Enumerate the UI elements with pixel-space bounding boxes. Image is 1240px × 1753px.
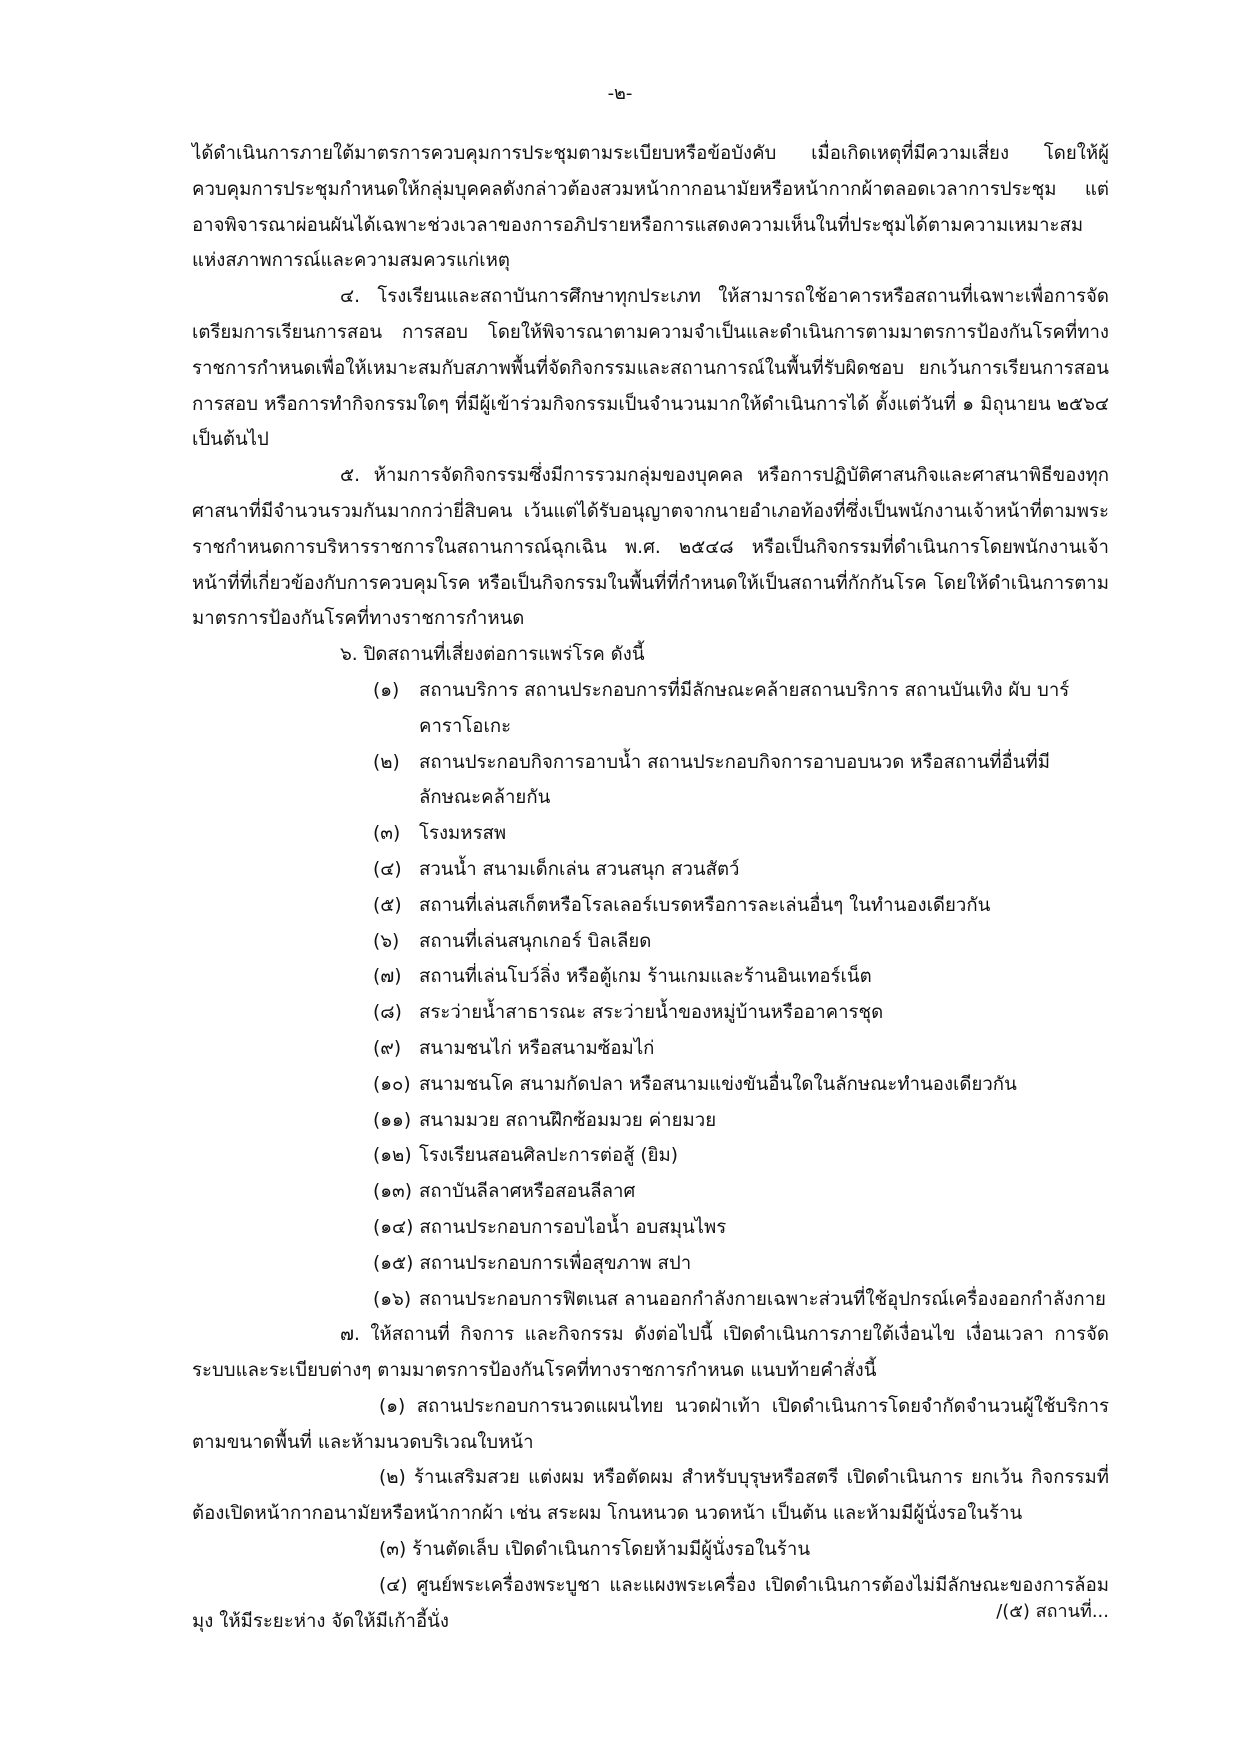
list-item <box>373 816 1109 852</box>
list-text: สวนน้ำ สนามเด็กเล่น สวนสนุก สวนสัตว์ <box>419 858 740 880</box>
list-item <box>373 1210 1109 1246</box>
list-number: (๑๓) <box>373 1181 413 1203</box>
document-body <box>192 136 1109 1639</box>
list-item <box>373 1067 1109 1103</box>
list-number: (๑๑) <box>373 1109 412 1131</box>
list-text: สถานประกอบการเพื่อสุขภาพ สปา <box>419 1252 692 1274</box>
list-text: สนามชนไก่ หรือสนามซ้อมไก่ <box>419 1037 655 1059</box>
list-number: (๒) <box>373 751 400 773</box>
paragraph-6: ๖. ปิดสถานที่เสี่ยงต่อการแพร่โรค ดังนี้ <box>340 644 645 666</box>
list-item <box>373 1138 1109 1174</box>
paragraph-5: ๕. ห้ามการจัดกิจกรรมซึ่งมีการรวมกลุ่มของบุคคล หรือการปฏิบัติศาสนกิจและศาสนาพิธีของทุกศาสนาที่มีจำนวนรวมกันมากกว่ายี่สิบคน เว้นแต่ได้รับอนุญาตจากนายอำเภอท้องที่ซึ่งเป็นพนักงานเจ้าหน้าที่ตามพระราชกำหนดการบริหารราชการในสถานการณ์ฉุกเฉิน พ.ศ. ๒๕๔๘ หรือเป็นกิจกรรมที่ดำเนินการโดยพนักงานเจ้าหน้าที่ที่เกี่ยวข้องกับการควบคุมโรค หรือเป็นกิจกรรมในพื้นที่ที่กำหนดให้เป็นสถานที่กักกันโรค โดยให้ดำเนินการตามมาตรการป้องกันโรคที่ทางราชการกำหนด <box>192 465 1109 630</box>
next-page-reference: /(๕) สถานที่... <box>996 1601 1109 1622</box>
list-text: โรงเรียนสอนศิลปะการต่อสู้ (ยิม) <box>419 1145 679 1167</box>
list-number: (๑๒) <box>373 1145 412 1167</box>
list-number: (๗) <box>373 966 402 988</box>
list-number: (๕) <box>373 894 402 916</box>
list-text: สถานที่เล่นโบว์ลิ่ง หรือตู้เกม ร้านเกมและร้านอินเทอร์เน็ต <box>419 966 872 988</box>
closed-places-list <box>373 673 1109 1317</box>
list-text: สระว่ายน้ำสาธารณะ สระว่ายน้ำของหมู่บ้านหรืออาคารชุด <box>419 1002 884 1024</box>
list-item <box>373 995 1109 1031</box>
list-number: (๘) <box>373 1002 402 1024</box>
paragraph-7: ๗. ให้สถานที่ กิจการ และกิจกรรม ดังต่อไปนี้ เปิดดำเนินการภายใต้เงื่อนไข เงื่อนเวลา การจัดระบบและระเบียบต่างๆ ตามมาตรการป้องกันโรคที่ทางราชการกำหนด แนบท้ายคำสั่งนี้ <box>192 1324 1109 1382</box>
page-number: -๒- <box>607 83 633 104</box>
list-number: (๑) <box>373 679 400 701</box>
list-number: (๙) <box>373 1037 402 1059</box>
list-number: (๖) <box>373 930 400 952</box>
list-text: สถานที่เล่นสนุกเกอร์ บิลเลียด <box>419 930 652 952</box>
list-item <box>373 745 1109 817</box>
list-item <box>373 852 1109 888</box>
open-place-item: (๑) สถานประกอบการนวดแผนไทย นวดฝ่าเท้า เปิดดำเนินการโดยจำกัดจำนวนผู้ใช้บริการตามขนาดพื้นที่ และห้ามนวดบริเวณใบหน้า <box>192 1395 1109 1453</box>
list-item <box>373 1282 1109 1318</box>
list-item <box>373 1246 1109 1282</box>
list-item <box>373 959 1109 995</box>
list-number: (๑๔) <box>373 1216 414 1238</box>
paragraph-4: ๔. โรงเรียนและสถาบันการศึกษาทุกประเภท ให้สามารถใช้อาคารหรือสถานที่เฉพาะเพื่อการจัดเตรียมการเรียนการสอน การสอบ โดยให้พิจารณาตามความจำเป็นและดำเนินการตามมาตรการป้องกันโรคที่ทางราชการกำหนดเพื่อให้เหมาะสมกับสภาพพื้นที่จัดกิจกรรมและสถานการณ์ในพื้นที่รับผิดชอบ ยกเว้นการเรียนการสอน การสอบ หรือการทำกิจกรรมใดๆ ที่มีผู้เข้าร่วมกิจกรรมเป็นจำนวนมากให้ดำเนินการได้ ตั้งแต่วันที่ ๑ มิถุนายน ๒๕๖๔ เป็นต้นไป <box>192 286 1109 451</box>
list-text: สนามชนโค สนามกัดปลา หรือสนามแข่งขันอื่นใดในลักษณะทำนองเดียวกัน <box>419 1073 1017 1095</box>
list-text: สถาบันลีลาศหรือสอนลีลาศ <box>419 1181 636 1203</box>
open-place-item: (๒) ร้านเสริมสวย แต่งผม หรือตัดผม สำหรับบุรุษหรือสตรี เปิดดำเนินการ ยกเว้น กิจกรรมที่ต้องเปิดหน้ากากอนามัยหรือหน้ากากผ้า เช่น สระผม โกนหนวด นวดหน้า เป็นต้น และห้ามมีผู้นั่งรอในร้าน <box>192 1467 1109 1525</box>
paragraph-continued: ได้ดำเนินการภายใต้มาตรการควบคุมการประชุมตามระเบียบหรือข้อบังคับ เมื่อเกิดเหตุที่มีความเสี่ยง โดยให้ผู้ควบคุมการประชุมกำหนดให้กลุ่มบุคคลดังกล่าวต้องสวมหน้ากากอนามัยหรือหน้ากากผ้าตลอดเวลาการประชุม แต่อาจพิจารณาผ่อนผันได้เฉพาะช่วงเวลาของการอภิปรายหรือการแสดงความเห็นในที่ประชุมได้ตามความเหมาะสม แห่งสภาพการณ์และความสมควรแก่เหตุ <box>192 143 1109 272</box>
list-item <box>373 924 1109 960</box>
list-text: สถานประกอบการฟิตเนส ลานออกกำลังกายเฉพาะส่วนที่ใช้อุปกรณ์เครื่องออกกำลังกาย <box>419 1288 1106 1310</box>
list-number: (๑๐) <box>373 1073 411 1095</box>
list-number: (๑๖) <box>373 1288 412 1310</box>
list-item <box>373 1103 1109 1139</box>
list-item <box>373 1174 1109 1210</box>
list-text: โรงมหรสพ <box>419 823 507 845</box>
list-text: สถานประกอบการอบไอน้ำ อบสมุนไพร <box>419 1216 727 1238</box>
list-text: สถานที่เล่นสเก็ตหรือโรลเลอร์เบรดหรือการละเล่นอื่นๆ ในทำนองเดียวกัน <box>419 894 991 916</box>
list-item <box>373 888 1109 924</box>
open-place-item: (๔) ศูนย์พระเครื่องพระบูชา และแผงพระเครื่อง เปิดดำเนินการต้องไม่มีลักษณะของการล้อมมุง ให้มีระยะห่าง จัดให้มีเก้าอี้นั่ง <box>192 1574 1109 1632</box>
open-place-item: (๓) ร้านตัดเล็บ เปิดดำเนินการโดยห้ามมีผู้นั่งรอในร้าน <box>379 1539 811 1561</box>
list-number: (๔) <box>373 858 402 880</box>
list-number: (๑๕) <box>373 1252 414 1274</box>
list-item <box>373 673 1109 745</box>
list-text: สถานบริการ สถานประกอบการที่มีลักษณะคล้ายสถานบริการ สถานบันเทิง ผับ บาร์ คาราโอเกะ <box>419 679 1070 737</box>
list-text: สนามมวย สถานฝึกซ้อมมวย ค่ายมวย <box>419 1109 717 1131</box>
list-number: (๓) <box>373 823 401 845</box>
list-item <box>373 1031 1109 1067</box>
list-text: สถานประกอบกิจการอาบน้ำ สถานประกอบกิจการอาบอบนวด หรือสถานที่อื่นที่มีลักษณะคล้ายกัน <box>419 751 1051 809</box>
